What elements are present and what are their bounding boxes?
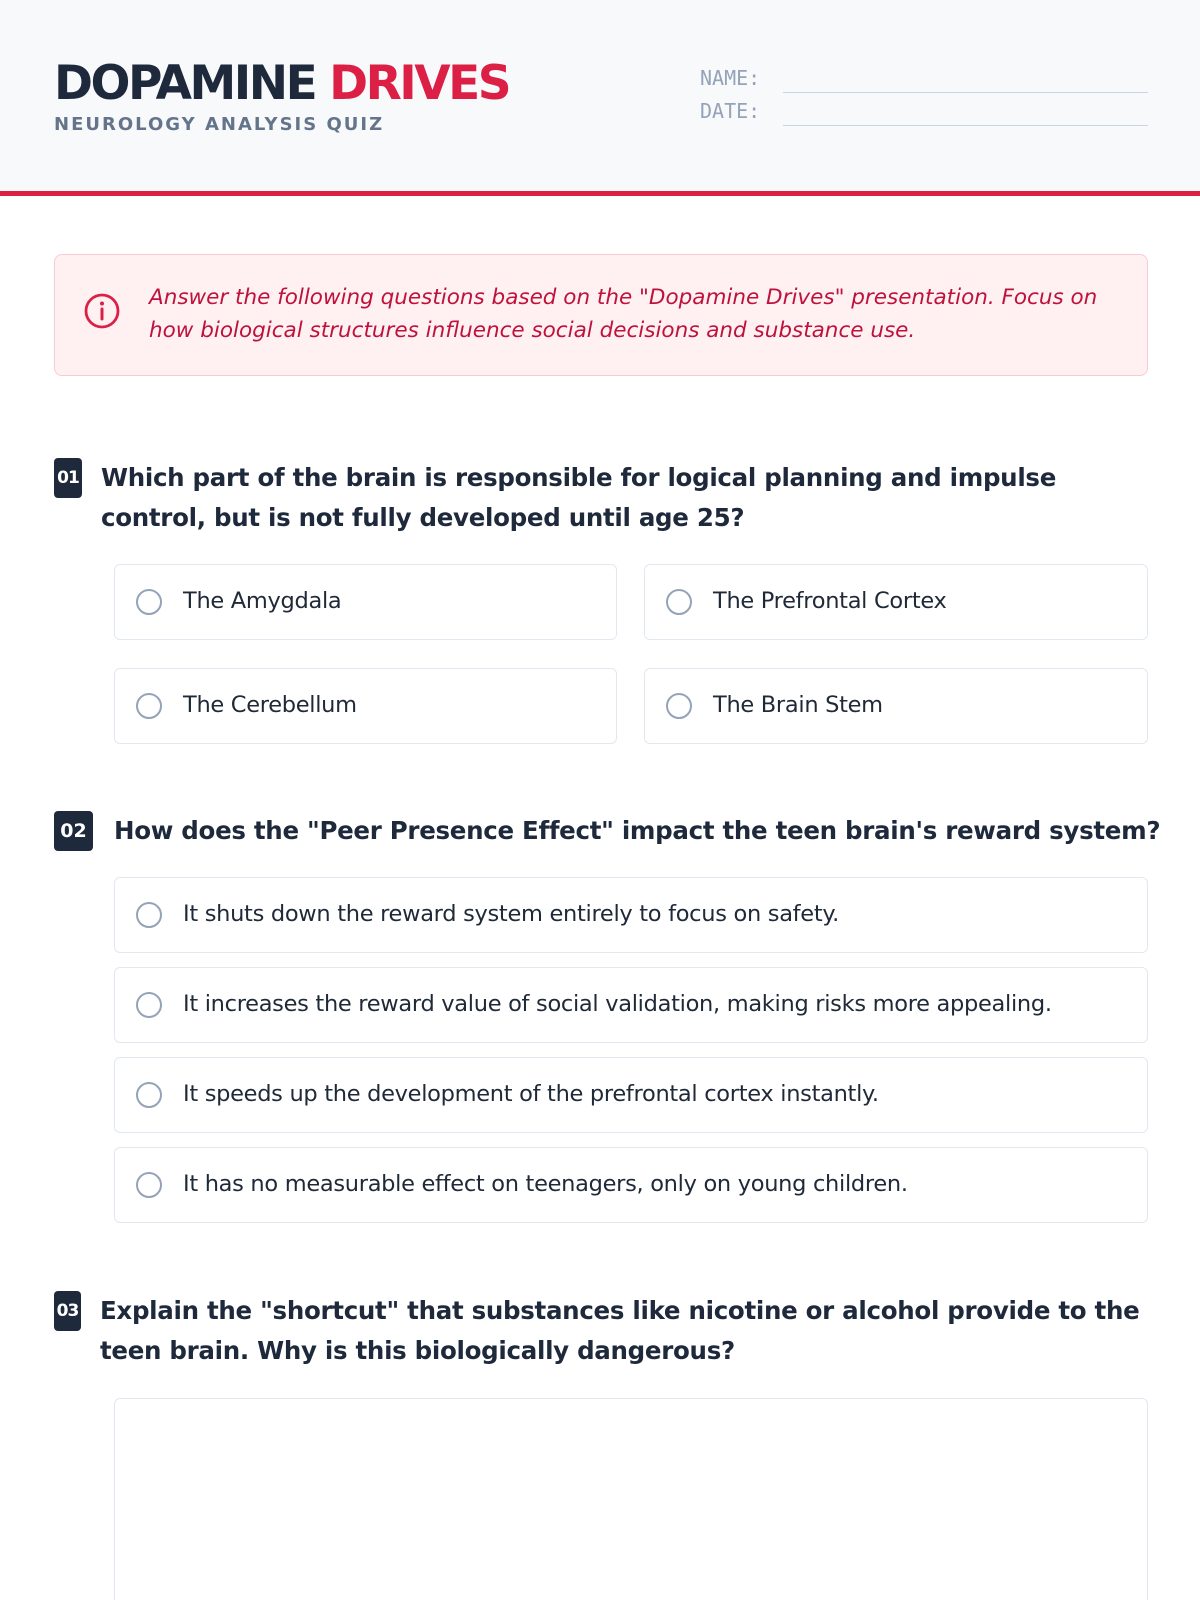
title-part-2: DRIVES	[329, 56, 510, 111]
quiz-title	[54, 56, 509, 112]
option-label: The Amygdala	[183, 588, 342, 614]
date-line[interactable]	[783, 102, 1148, 126]
q2-option-3[interactable]	[114, 1057, 1148, 1133]
info-circle-icon	[84, 293, 120, 329]
option-label: The Prefrontal Cortex	[713, 588, 947, 614]
radio-icon[interactable]	[136, 1082, 162, 1108]
title-part-1: DOPAMINE	[54, 56, 316, 111]
instructions-notice	[54, 254, 1148, 376]
name-label: NAME:	[700, 66, 761, 90]
radio-icon[interactable]	[136, 992, 162, 1018]
option-label: The Cerebellum	[183, 692, 357, 718]
radio-icon[interactable]	[666, 589, 692, 615]
q2-option-1[interactable]	[114, 877, 1148, 953]
radio-icon[interactable]	[136, 1172, 162, 1198]
date-field	[700, 96, 1148, 126]
q1-option-2[interactable]	[644, 564, 1148, 640]
radio-icon[interactable]	[666, 693, 692, 719]
q1-option-3[interactable]	[114, 668, 617, 744]
date-label: DATE:	[700, 99, 761, 123]
q3-answer-textarea[interactable]	[114, 1398, 1148, 1600]
radio-icon[interactable]	[136, 693, 162, 719]
option-label: It increases the reward value of social validation, making risks more appealing.	[183, 991, 1052, 1017]
quiz-header	[0, 0, 1200, 196]
quiz-subtitle: NEUROLOGY ANALYSIS QUIZ	[54, 114, 385, 135]
instructions-text: Answer the following questions based on the "Dopamine Drives" presentation. Focus on how biological structures influence social decisions and substance use.	[149, 285, 1098, 343]
option-label: It shuts down the reward system entirely to focus on safety.	[183, 901, 840, 927]
q1-option-4[interactable]	[644, 668, 1148, 744]
q2-option-2[interactable]	[114, 967, 1148, 1043]
name-field	[700, 63, 1148, 93]
option-label: The Brain Stem	[713, 692, 883, 718]
radio-icon[interactable]	[136, 902, 162, 928]
q1-option-1[interactable]	[114, 564, 617, 640]
question-number-1: 01	[54, 458, 82, 498]
q2-option-4[interactable]	[114, 1147, 1148, 1223]
question-number-3: 03	[54, 1291, 81, 1331]
option-label: It speeds up the development of the prefrontal cortex instantly.	[183, 1081, 879, 1107]
question-text-1: Which part of the brain is responsible for logical planning and impulse control, but is not fully developed until age 25?	[101, 463, 1057, 532]
option-label: It has no measurable effect on teenagers, only on young children.	[183, 1171, 908, 1197]
name-line[interactable]	[783, 69, 1148, 93]
question-text-3: Explain the "shortcut" that substances like nicotine or alcohol provide to the teen brain. Why is this biologically dangerous?	[100, 1296, 1140, 1365]
radio-icon[interactable]	[136, 589, 162, 615]
question-number-2: 02	[54, 811, 93, 851]
question-text-2: How does the "Peer Presence Effect" impact the teen brain's reward system?	[114, 816, 1161, 845]
